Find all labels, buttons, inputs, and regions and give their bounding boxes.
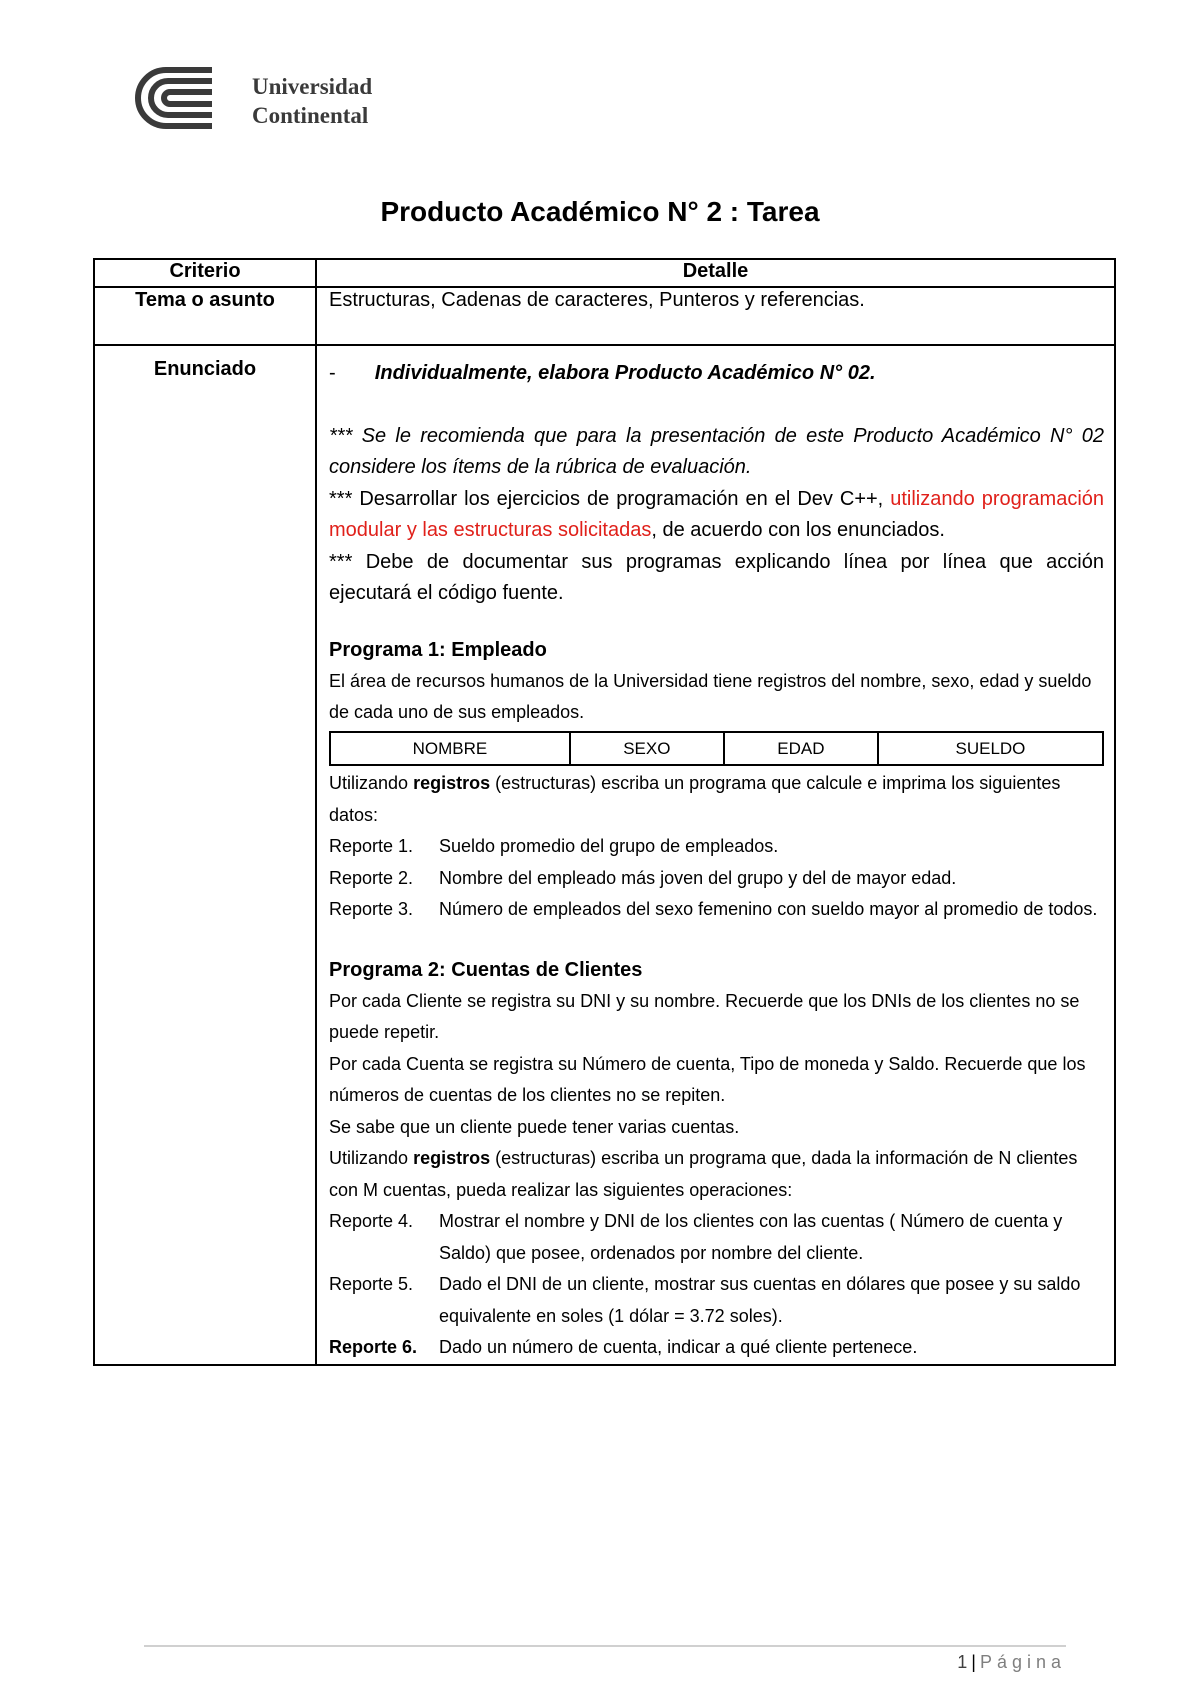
logo-line-1: Universidad <box>252 74 373 99</box>
report-item <box>329 1206 1104 1269</box>
report-label: Reporte 1. <box>329 836 414 856</box>
programa2-p3: Se sabe que un cliente puede tener varias cuentas. <box>329 1116 740 1137</box>
recommendation-paragraph: *** Se le recomienda que para la presentación de este Producto Académico N° 02 considere los ítems de la rúbrica de evaluación. <box>329 424 1104 478</box>
report-item <box>329 894 1104 926</box>
dev-paragraph <box>329 484 1104 547</box>
p1-instr-b: (estructuras) escriba un programa que calcule e imprima los siguientes datos: <box>329 773 1061 825</box>
logo-line-2: Continental <box>252 103 369 128</box>
report-item <box>329 863 1104 895</box>
footer-separator: | <box>971 1652 976 1672</box>
employee-fields-table <box>329 731 1104 767</box>
report-text: Sueldo promedio del grupo de empleados. <box>439 836 779 856</box>
dev-text-b: , de acuerdo con los enunciados. <box>651 519 945 541</box>
report-item <box>329 831 1104 863</box>
page-title: Producto Académico N° 2 : Tarea <box>380 196 820 227</box>
page-footer <box>957 1652 1066 1673</box>
field-sexo: SEXO <box>570 732 724 766</box>
report-label: Reporte 2. <box>329 867 414 888</box>
programa2-instructions <box>329 1143 1104 1206</box>
programa2-p1: Por cada Cliente se registra su DNI y su nombre. Recuerde que los DNIs de los clientes no se puede repetir. <box>329 990 1080 1042</box>
tema-value: Estructuras, Cadenas de caracteres, Punteros y referencias. <box>316 287 1115 345</box>
report-label: Reporte 5. <box>329 1274 414 1294</box>
page-word: Página <box>979 1652 1066 1672</box>
field-sueldo: SUELDO <box>878 732 1103 766</box>
enunciado-content <box>316 345 1115 1365</box>
intro-line <box>329 358 1104 390</box>
table-header-row <box>94 259 1115 287</box>
programa2-title: Programa 2: Cuentas de Clientes <box>329 958 643 981</box>
enunciado-label: Enunciado <box>94 345 316 1365</box>
dev-text-highlight: utilizando programación modular y las estructuras solicitadas <box>329 487 1105 541</box>
p2-instr-bold: registros <box>413 1148 491 1168</box>
table-row-enunciado <box>94 345 1115 1365</box>
header-criterio: Criterio <box>94 259 316 287</box>
report-item <box>329 1332 1104 1364</box>
programa1-title: Programa 1: Empleado <box>329 638 547 661</box>
report-text: Nombre del empleado más joven del grupo y del de mayor edad. <box>439 867 957 888</box>
footer-divider <box>144 1645 1066 1647</box>
intro-text: Individualmente, elabora Producto Académico N° 02. <box>374 362 876 384</box>
page-number: 1 <box>957 1652 968 1672</box>
document-paragraph: *** Debe de documentar sus programas explicando línea por línea que acción ejecutará el código fuente. <box>329 550 1104 604</box>
dev-text-a: *** Desarrollar los ejercicios de programación en el Dev C++, <box>329 487 884 510</box>
p1-instr-a: Utilizando <box>329 773 409 793</box>
p1-instr-bold: registros <box>413 773 491 793</box>
header-detalle: Detalle <box>316 259 1115 287</box>
report-label: Reporte 4. <box>329 1211 414 1231</box>
p2-instr-b: (estructuras) escriba un programa que, dada la información de N clientes con M cuentas, pueda realizar las siguientes operaciones: <box>329 1148 1078 1200</box>
logo-wordmark <box>252 72 372 130</box>
table-row-tema <box>94 287 1115 345</box>
report-text: Dado el DNI de un cliente, mostrar sus cuentas en dólares que posee y su saldo equivalente en soles (1 dólar = 3.72 soles). <box>439 1274 1081 1326</box>
programa2-p2: Por cada Cuenta se registra su Número de cuenta, Tipo de moneda y Saldo. Recuerde que los números de cuentas de los clientes no se repiten. <box>329 1053 1086 1105</box>
tema-label: Tema o asunto <box>94 287 316 345</box>
programa1-description: El área de recursos humanos de la Universidad tiene registros del nombre, sexo, edad y sueldo de cada uno de sus empleados. <box>329 670 1092 722</box>
field-nombre: NOMBRE <box>330 732 570 766</box>
report-label: Reporte 6. <box>329 1337 418 1357</box>
field-edad: EDAD <box>724 732 878 766</box>
report-label: Reporte 3. <box>329 899 414 919</box>
assignment-table <box>93 258 1116 1366</box>
report-text: Dado un número de cuenta, indicar a qué cliente pertenece. <box>439 1337 918 1357</box>
programa1-instructions <box>329 768 1104 831</box>
p2-instr-a: Utilizando <box>329 1148 409 1168</box>
report-text: Mostrar el nombre y DNI de los clientes con las cuentas ( Número de cuenta y Saldo) que posee, ordenados por nombre del cliente. <box>439 1211 1063 1263</box>
report-item <box>329 1269 1104 1332</box>
intro-dash: - <box>329 362 336 384</box>
report-text: Número de empleados del sexo femenino con sueldo mayor al promedio de todos. <box>439 899 1098 919</box>
